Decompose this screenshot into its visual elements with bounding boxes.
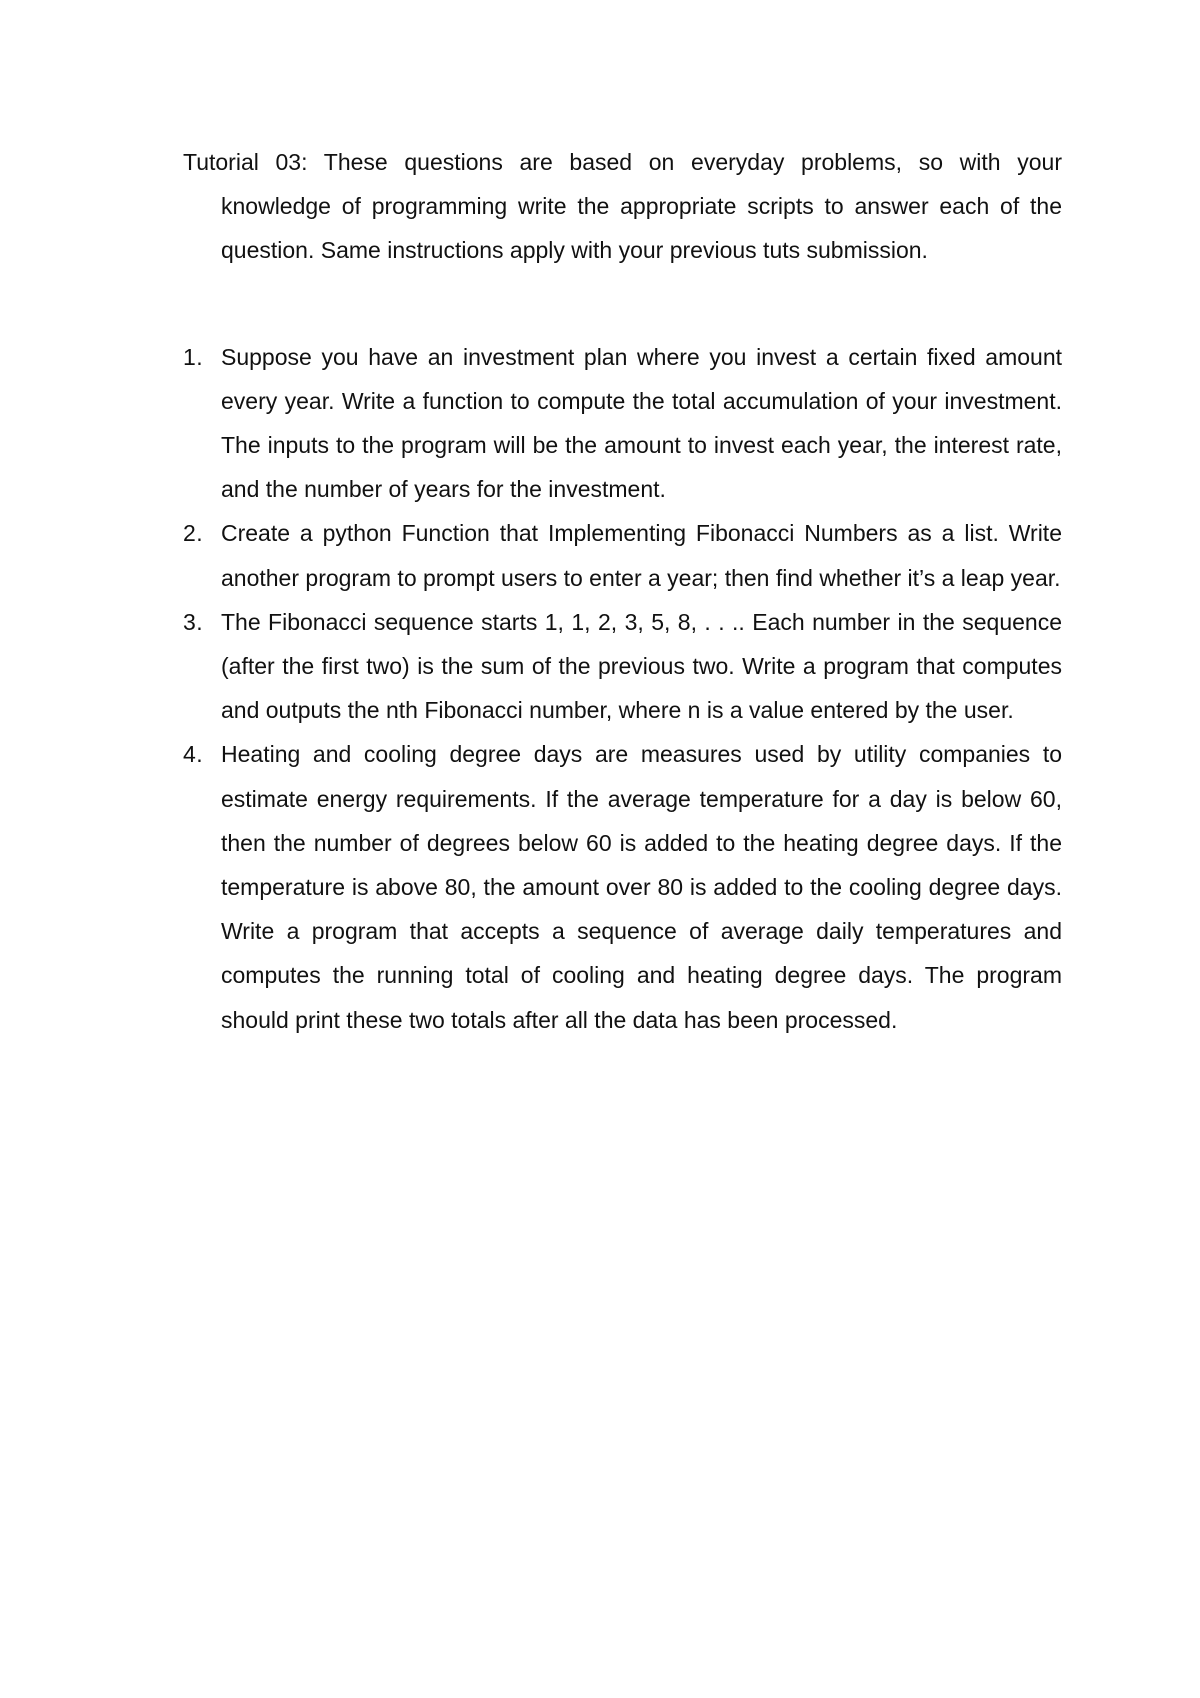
question-number: 2.	[183, 520, 204, 547]
question-item	[183, 600, 1062, 733]
tutorial-intro-text: These questions are based on everyday problems, so with your knowledge of programming write the appropriate scripts to answer each of the question. Same instructions apply with your previous tuts submission.	[221, 149, 1062, 264]
question-number: 1.	[183, 343, 204, 370]
question-text: The Fibonacci sequence starts 1, 1, 2, 3, 5, 8, . . .. Each number in the sequence (after the first two) is the sum of the previous two. Write a program that computes and outputs the nth Fibonacci number, where n is a value entered by the user.	[221, 608, 1062, 724]
question-number: 3.	[183, 608, 204, 635]
question-text: Heating and cooling degree days are measures used by utility companies to estimate energy requirements. If the average temperature for a day is below 60, then the number of degrees below 60 is added to the heating degree days. If the temperature is above 80, the amount over 80 is added to the cooling degree days. Write a program that accepts a sequence of average daily temperatures and computes the running total of cooling and heating degree days. The program should print these two totals after all the data has been processed.	[221, 741, 1062, 1033]
document-body	[183, 140, 1062, 1042]
question-text: Suppose you have an investment plan where you invest a certain fixed amount every year. Write a function to compute the total accumulation of your investment. The inputs to the program will be the amount to invest each year, the interest rate, and the number of years for the investment.	[221, 343, 1062, 503]
question-item	[183, 335, 1062, 512]
question-item	[183, 732, 1062, 1041]
tutorial-intro	[183, 140, 1062, 273]
question-item	[183, 511, 1062, 599]
question-text: Create a python Function that Implementing Fibonacci Numbers as a list. Write another program to prompt users to enter a year; then find whether it’s a leap year.	[221, 520, 1062, 591]
question-list	[183, 335, 1062, 1042]
question-number: 4.	[183, 741, 204, 768]
tutorial-heading: Tutorial 03:	[183, 149, 308, 175]
